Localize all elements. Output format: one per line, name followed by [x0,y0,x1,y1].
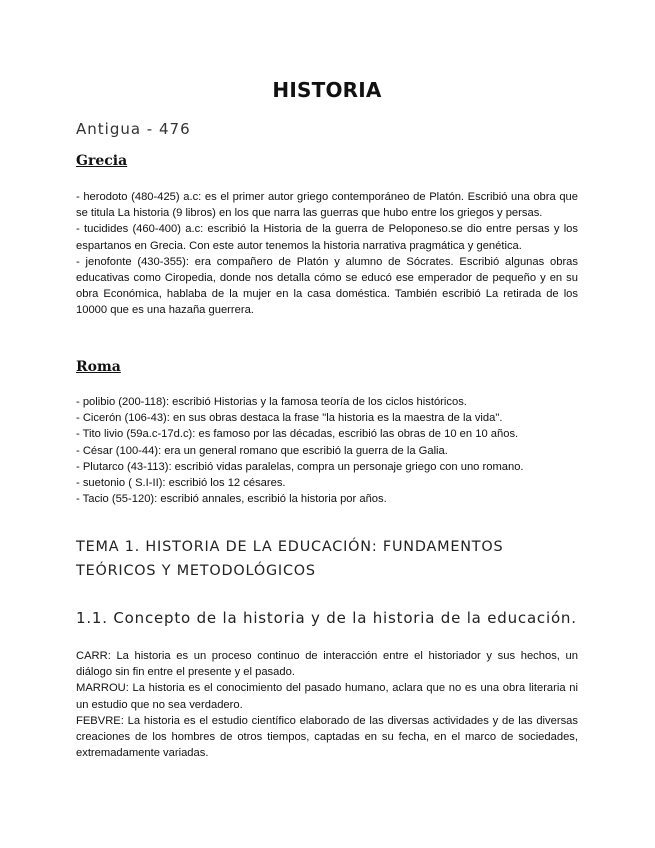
definition-paragraph: MARROU: La historia es el conocimiento del pasado humano, aclara que no es una obra literaria ni un estudio que no sea verdadero. [76,682,578,711]
list-item: - César (100-44): era un general romano que escribió la guerra de la Galia. [76,444,448,457]
list-item: - jenofonte (430-355): era compañero de Platón y alumno de Sócrates. Escribió algunas obras educativas como Ciropedia, donde nos detalla cómo se educó ese emperador de pequeño y en su obra Económica, hablaba de la mujer en la casa doméstica. También escribió La retirada de los 10000 que es una hazaña guerrera. [76,255,578,317]
list-item: - suetonio ( S.I-II): escribió los 12 césares. [76,477,286,490]
roma-heading: Roma [76,359,121,375]
tema-heading: TEMA 1. HISTORIA DE LA EDUCACIÓN: FUNDAMENTOS TEÓRICOS Y METODOLÓGICOS [76,539,504,579]
grecia-heading: Grecia [76,153,128,169]
list-item: - Tacio (55-120): escribió annales, escribió la historia por años. [76,493,387,506]
list-item: - Tito livio (59a.c-17d.c): es famoso por las décadas, escribió las obras de 10 en 10 años. [76,428,519,441]
list-item: - Cicerón (106-43): en sus obras destaca la frase "la historia es la maestra de la vida". [76,412,503,425]
list-item: - tucidides (460-400) a.c: escribió la Historia de la guerra de Peloponeso.se dio entre persas y los espartanos en Grecia. Con este autor tenemos la historia narrativa pragmática y genética. [76,223,578,252]
definition-paragraph: FEBVRE: La historia es el estudio científico elaborado de las diversas actividades y de las diversas creaciones de los hombres de otros tiempos, captadas en su fecha, en el marco de sociedades, extremadamente variadas. [76,714,578,760]
definition-paragraph: CARR: La historia es un proceso continuo de interacción entre el historiador y sus hechos, un diálogo sin fin entre el presente y el pasado. [76,650,578,679]
roma-list [76,394,578,507]
grecia-list [76,189,578,319]
list-item: - herodoto (480-425) a.c: es el primer autor griego contemporáneo de Platón. Escribió una obra que se titula La historia (9 libros) en los que narra las guerras que hubo entre los griegos y persas. [76,191,578,220]
definitions-list [76,648,578,761]
list-item: - polibio (200-118): escribió Historias y la famosa teoría de los ciclos históricos. [76,396,467,408]
period-heading: Antigua - 476 [76,120,191,138]
section-heading: 1.1. Concepto de la historia y de la historia de la educación. [76,609,577,627]
document-title: HISTORIA [272,78,382,102]
list-item: - Plutarco (43-113): escribió vidas paralelas, compra un personaje griego con uno romano. [76,460,524,473]
